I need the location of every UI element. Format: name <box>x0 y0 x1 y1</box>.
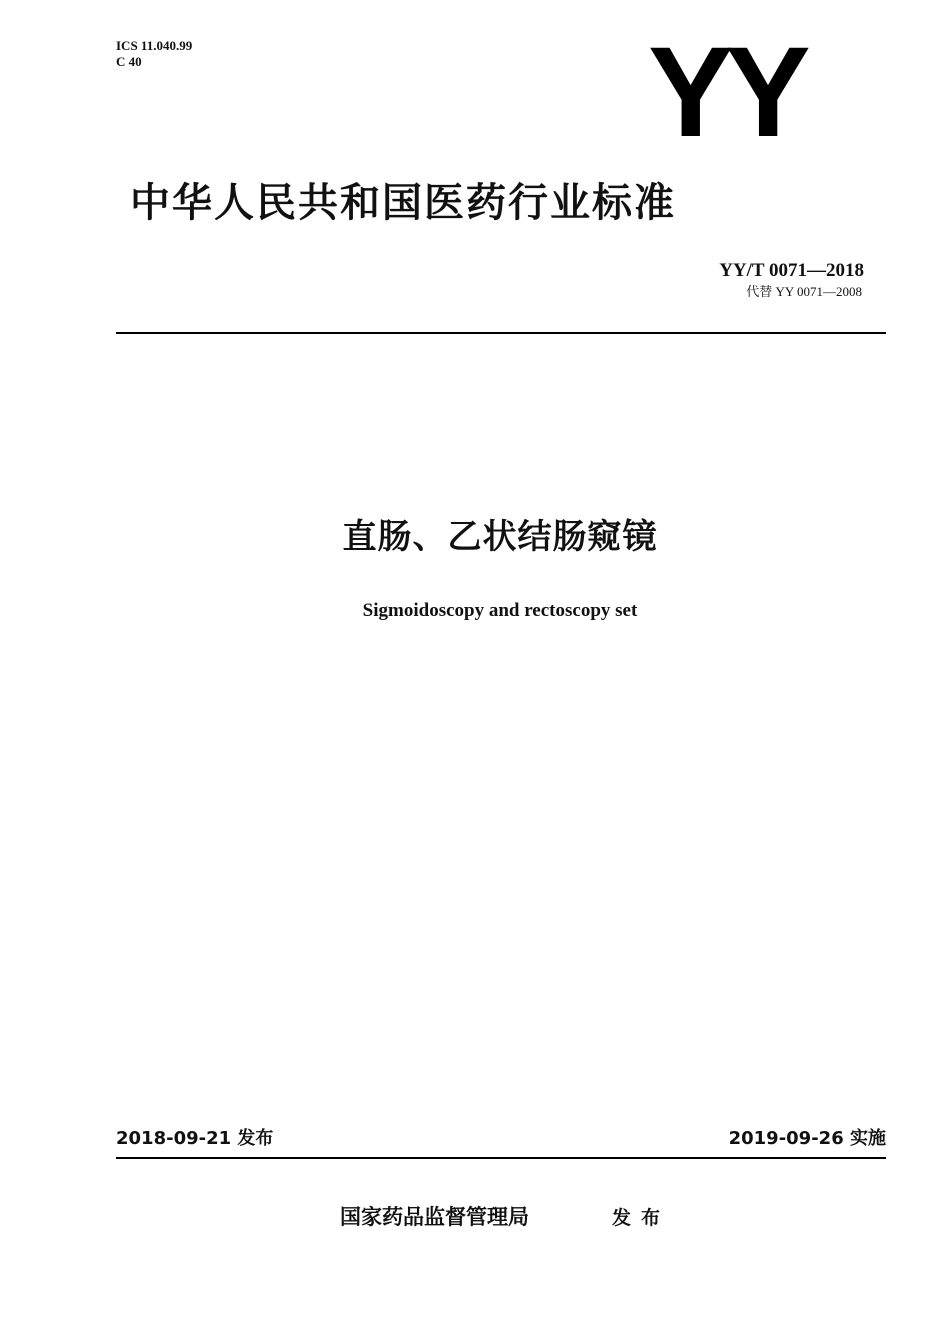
issue-date: 2018-09-21 发布 <box>116 1128 274 1149</box>
bottom-divider <box>116 1157 886 1159</box>
implementation-date: 2019-09-26 实施 <box>728 1128 886 1149</box>
document-title-chinese: 直肠、乙状结肠窥镜 <box>342 517 658 557</box>
issuing-authority: 国家药品监督管理局 <box>340 1205 529 1229</box>
issuer-action: 发布 <box>612 1207 671 1229</box>
ics-code: ICS 11.040.99 <box>116 38 193 53</box>
replaces-standard: 代替 YY 0071—2008 <box>746 284 862 299</box>
standard-number: YY/T 0071—2018 <box>719 260 864 281</box>
standard-category-title: 中华人民共和国医药行业标准 <box>130 180 676 226</box>
standard-logo: YY <box>648 21 803 164</box>
document-title-english: Sigmoidoscopy and rectoscopy set <box>362 600 638 621</box>
ccs-code: C 40 <box>116 54 142 69</box>
top-divider <box>116 332 886 334</box>
